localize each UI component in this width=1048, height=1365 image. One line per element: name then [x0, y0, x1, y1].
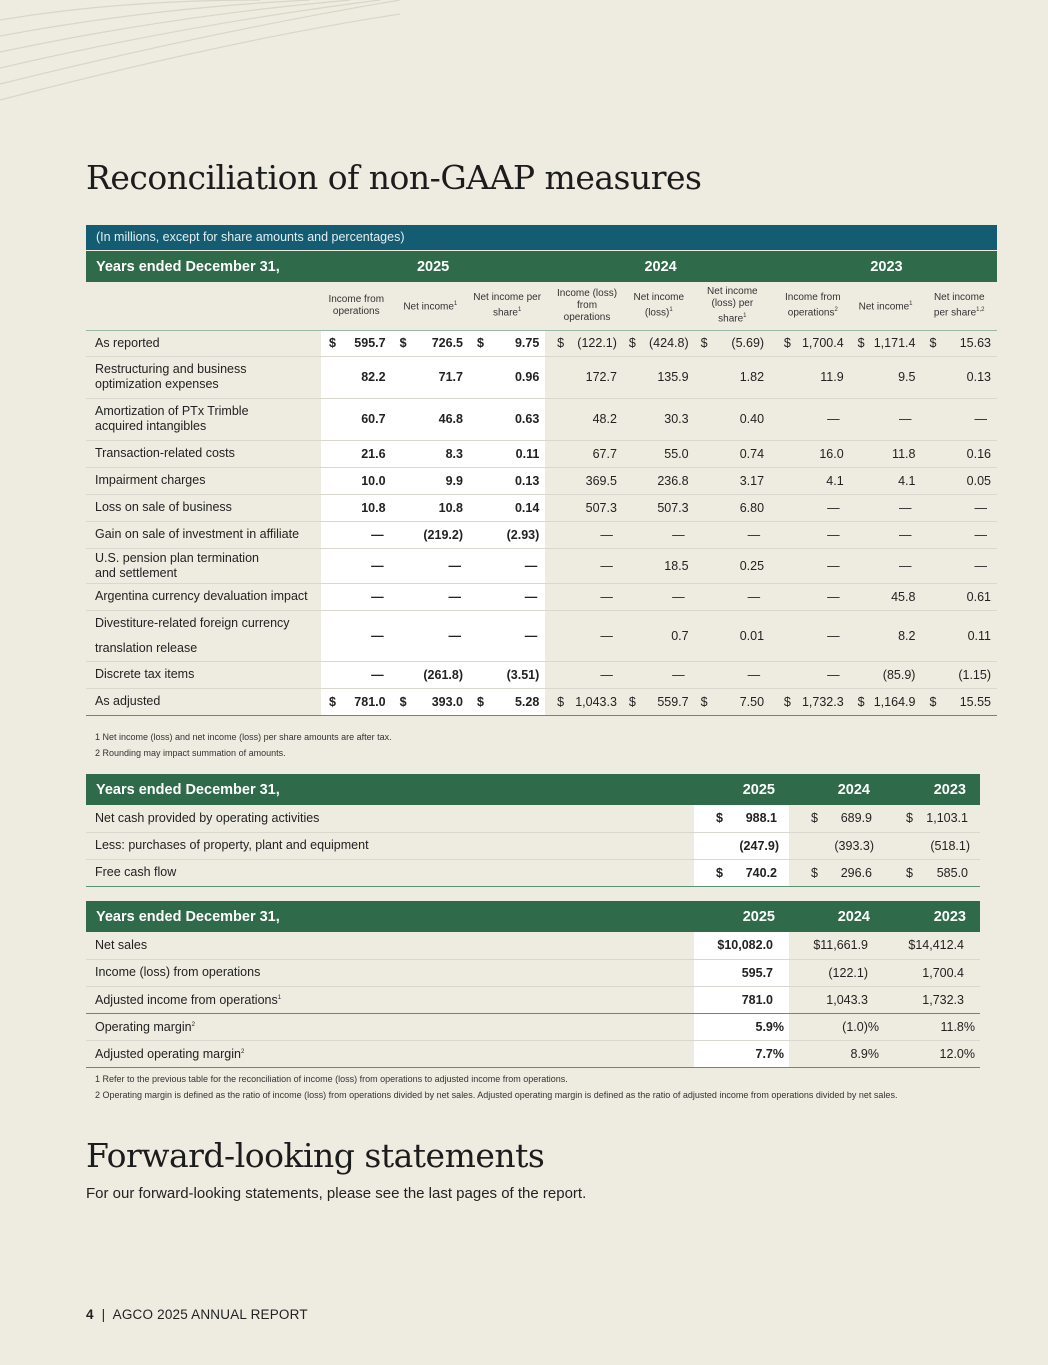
cell-value: 11.8%	[884, 1013, 980, 1040]
cell-value: —	[321, 521, 392, 548]
cell-value: 1,700.4	[884, 959, 980, 986]
cell-value: —	[321, 583, 392, 610]
cell-value: 46.8	[392, 398, 469, 440]
cell-value: 71.7	[392, 356, 469, 398]
cell-value: —	[776, 548, 850, 583]
cell-value: 0.74	[695, 440, 770, 467]
cell-value: —	[551, 548, 623, 583]
cell-value: 8.2	[850, 610, 922, 661]
cell-value: 0.14	[469, 494, 545, 521]
cell-value: 10.8	[321, 494, 392, 521]
cell-value: —	[623, 521, 695, 548]
table-row	[86, 467, 997, 494]
row-label: Restructuring and business optimization expenses	[86, 356, 321, 398]
cell-value: 11.9	[776, 356, 850, 398]
cell-value: 9.9	[392, 467, 469, 494]
page-title: Reconciliation of non-GAAP measures	[86, 158, 702, 197]
cell-value: —	[321, 548, 392, 583]
year-2025: 2025	[742, 781, 775, 798]
table-row	[86, 1013, 980, 1040]
cell-value: $ 9.75	[469, 330, 545, 356]
cell-value: 1,043.3	[789, 986, 884, 1013]
cell-value: —	[321, 610, 392, 661]
table-row	[86, 661, 997, 688]
row-label: Impairment charges	[86, 467, 321, 494]
cell-value: 595.7	[694, 959, 789, 986]
cell-value: (85.9)	[850, 661, 922, 688]
cell-value: $ 559.7	[623, 688, 695, 715]
row-label: Adjusted income from operations$^1$	[86, 986, 694, 1013]
row-label: As adjusted	[86, 688, 321, 715]
column-header: Net income (loss)$^1$	[623, 282, 695, 330]
cell-value: 507.3	[623, 494, 695, 521]
cell-value: $ 726.5	[392, 330, 469, 356]
cell-value: —	[321, 661, 392, 688]
cell-value: (1.15)	[921, 661, 997, 688]
cell-value: $ 595.7	[321, 330, 392, 356]
cell-value: —	[776, 494, 850, 521]
cell-value: —	[850, 521, 922, 548]
column-header: Income (loss) from operations	[551, 282, 623, 330]
cell-value: 48.2	[551, 398, 623, 440]
cell-value: 0.13	[921, 356, 997, 398]
table-row	[86, 548, 997, 583]
cell-value: —	[551, 521, 623, 548]
cell-value: 55.0	[623, 440, 695, 467]
operating-margin-table	[86, 901, 980, 1068]
table-row	[86, 859, 980, 886]
cell-value: —	[776, 398, 850, 440]
year-2025: 2025	[742, 908, 775, 925]
cell-value: —	[776, 661, 850, 688]
cell-value: —	[695, 521, 770, 548]
row-label: Net sales	[86, 932, 694, 959]
row-label: Net cash provided by operating activities	[86, 805, 694, 832]
cell-value: $ 1,103.1	[884, 805, 980, 832]
row-label: Adjusted operating margin$^2$	[86, 1040, 694, 1067]
cell-value: 11.8	[850, 440, 922, 467]
cell-value: 0.96	[469, 356, 545, 398]
cell-value: (122.1)	[789, 959, 884, 986]
cell-value: 0.61	[921, 583, 997, 610]
table-row	[86, 330, 997, 356]
cell-value: 0.40	[695, 398, 770, 440]
cell-value: —	[695, 583, 770, 610]
cell-value: —	[695, 661, 770, 688]
cell-value: —	[392, 610, 469, 661]
year-2023: 2023	[933, 781, 966, 798]
cell-value: —	[469, 548, 545, 583]
table-row	[86, 583, 997, 610]
table-row	[86, 521, 997, 548]
cell-value: $ (424.8)	[623, 330, 695, 356]
cell-value: 7.7%	[694, 1040, 789, 1067]
row-label: Free cash flow	[86, 859, 694, 886]
row-label: As reported	[86, 330, 321, 356]
table-row	[86, 688, 997, 715]
table-header-row	[86, 901, 980, 932]
footnote-2: 2 Operating margin is defined as the ratio of income (loss) from operations divided by net sales. Adjusted operating margin is defined as the ratio of adjusted income from operations divided by net sales.	[95, 1090, 898, 1100]
cell-value: (219.2)	[392, 521, 469, 548]
cell-value: $ 393.0	[392, 688, 469, 715]
cell-value: 45.8	[850, 583, 922, 610]
cell-value: $ 296.6	[789, 859, 884, 886]
column-header: Net income$^1$	[392, 282, 469, 330]
cell-value: —	[776, 583, 850, 610]
cell-value: —	[551, 661, 623, 688]
cell-value: —	[469, 610, 545, 661]
cell-value: 4.1	[776, 467, 850, 494]
table-row	[86, 494, 997, 521]
cell-value: 4.1	[850, 467, 922, 494]
cell-value: 236.8	[623, 467, 695, 494]
table-header-row	[86, 251, 997, 282]
row-label: U.S. pension plan termination and settlement	[86, 548, 321, 583]
cell-value: $ 988.1	[694, 805, 789, 832]
cell-value: —	[850, 548, 922, 583]
page-number: 4	[86, 1307, 94, 1322]
cell-value: $ 1,171.4	[850, 330, 922, 356]
footnote-1: 1 Net income (loss) and net income (loss) per share amounts are after tax.	[95, 732, 392, 742]
reconciliation-table	[86, 251, 997, 716]
table-header-row	[86, 774, 980, 805]
cell-value: 5.9%	[694, 1013, 789, 1040]
cell-value: 507.3	[551, 494, 623, 521]
header-label: Years ended December 31,	[96, 781, 280, 798]
table-row	[86, 932, 980, 959]
cell-value: 12.0%	[884, 1040, 980, 1067]
cell-value: 67.7	[551, 440, 623, 467]
cell-value: 10.0	[321, 467, 392, 494]
cell-value: 8.9%	[789, 1040, 884, 1067]
cell-value: 135.9	[623, 356, 695, 398]
row-label: Transaction-related costs	[86, 440, 321, 467]
cell-value: 3.17	[695, 467, 770, 494]
forward-looking-text: For our forward-looking statements, please see the last pages of the report.	[86, 1185, 587, 1202]
cell-value: 0.05	[921, 467, 997, 494]
cell-value: 0.16	[921, 440, 997, 467]
cell-value: $ 15.63	[921, 330, 997, 356]
free-cash-flow-table	[86, 774, 980, 887]
cell-value: 9.5	[850, 356, 922, 398]
row-label: Less: purchases of property, plant and equipment	[86, 832, 694, 859]
cell-value: 172.7	[551, 356, 623, 398]
column-header: Net income per share$^{1,2}$	[921, 282, 997, 330]
cell-value: 0.7	[623, 610, 695, 661]
cell-value: $ 1,700.4	[776, 330, 850, 356]
cell-value: 0.13	[469, 467, 545, 494]
cell-value: $ 1,732.3	[776, 688, 850, 715]
cell-value: —	[921, 398, 997, 440]
cell-value: $ (122.1)	[551, 330, 623, 356]
cell-value: 8.3	[392, 440, 469, 467]
table-row	[86, 356, 997, 398]
column-header: Net income$^1$	[850, 282, 922, 330]
row-label: Loss on sale of business	[86, 494, 321, 521]
table-row	[86, 610, 997, 661]
forward-looking-title: Forward-looking statements	[86, 1136, 545, 1175]
cell-value: —	[392, 548, 469, 583]
cell-value: (247.9)	[694, 832, 789, 859]
cell-value: —	[776, 521, 850, 548]
cell-value: 6.80	[695, 494, 770, 521]
cell-value: 30.3	[623, 398, 695, 440]
cell-value: —	[551, 610, 623, 661]
footnote-2: 2 Rounding may impact summation of amounts.	[95, 748, 286, 758]
cell-value: —	[921, 521, 997, 548]
table-row	[86, 959, 980, 986]
cell-value: —	[776, 610, 850, 661]
row-label: Income (loss) from operations	[86, 959, 694, 986]
cell-value: (3.51)	[469, 661, 545, 688]
cell-value: (261.8)	[392, 661, 469, 688]
units-note: (In millions, except for share amounts and percentages)	[86, 225, 997, 250]
cell-value: (2.93)	[469, 521, 545, 548]
year-2025: 2025	[416, 258, 450, 275]
row-label: Argentina currency devaluation impact	[86, 583, 321, 610]
cell-value: (393.3)	[789, 832, 884, 859]
cell-value: —	[469, 583, 545, 610]
table-row	[86, 986, 980, 1013]
row-label: Amortization of PTx Trimble acquired intangibles	[86, 398, 321, 440]
column-header: Income from operations	[321, 282, 392, 330]
column-header-row	[86, 282, 997, 330]
cell-value: $ 15.55	[921, 688, 997, 715]
column-header: Income from operations$^2$	[776, 282, 850, 330]
cell-value: —	[850, 494, 922, 521]
row-label: Divestiture-related foreign currency translation release	[86, 610, 321, 661]
table-row	[86, 832, 980, 859]
cell-value: 0.01	[695, 610, 770, 661]
column-header: Net income per share$^1$	[469, 282, 545, 330]
cell-value: —	[850, 398, 922, 440]
cell-value: $ 5.28	[469, 688, 545, 715]
row-label: Gain on sale of investment in affiliate	[86, 521, 321, 548]
table-row	[86, 398, 997, 440]
page-footer	[86, 1307, 308, 1322]
cell-value: 369.5	[551, 467, 623, 494]
table-row	[86, 805, 980, 832]
cell-value: —	[921, 548, 997, 583]
year-2023: 2023	[870, 258, 903, 275]
cell-value: 0.11	[469, 440, 545, 467]
cell-value: —	[623, 661, 695, 688]
cell-value: —	[392, 583, 469, 610]
cell-value: $ 7.50	[695, 688, 770, 715]
year-2024: 2024	[644, 258, 677, 275]
column-header: Net income (loss) per share$^1$	[695, 282, 770, 330]
cell-value: 82.2	[321, 356, 392, 398]
cell-value: $11,661.9	[789, 932, 884, 959]
cell-value: $ 1,043.3	[551, 688, 623, 715]
report-name: AGCO 2025 ANNUAL REPORT	[112, 1307, 308, 1322]
cell-value: $ 740.2	[694, 859, 789, 886]
cell-value: —	[623, 583, 695, 610]
year-2023: 2023	[933, 908, 966, 925]
cell-value: 1,732.3	[884, 986, 980, 1013]
cell-value: 16.0	[776, 440, 850, 467]
header-label: Years ended December 31,	[96, 908, 280, 925]
cell-value: 1.82	[695, 356, 770, 398]
footnote-1: 1 Refer to the previous table for the reconciliation of income (loss) from operations to adjusted income from operations.	[95, 1074, 568, 1084]
footer-separator: |	[101, 1307, 106, 1322]
cell-value: 0.25	[695, 548, 770, 583]
cell-value: $ 689.9	[789, 805, 884, 832]
cell-value: (518.1)	[884, 832, 980, 859]
cell-value: $ 1,164.9	[850, 688, 922, 715]
cell-value: 21.6	[321, 440, 392, 467]
table-row	[86, 1040, 980, 1067]
cell-value: —	[921, 494, 997, 521]
cell-value: —	[551, 583, 623, 610]
row-label: Operating margin$^2$	[86, 1013, 694, 1040]
year-2024: 2024	[837, 908, 870, 925]
cell-value: $10,082.0	[694, 932, 789, 959]
cell-value: 0.63	[469, 398, 545, 440]
cell-value: 10.8	[392, 494, 469, 521]
cell-value: (1.0)%	[789, 1013, 884, 1040]
table-row	[86, 440, 997, 467]
row-label: Discrete tax items	[86, 661, 321, 688]
year-2024: 2024	[837, 781, 870, 798]
cell-value: 0.11	[921, 610, 997, 661]
header-label: Years ended December 31,	[96, 258, 280, 275]
cell-value: $ 781.0	[321, 688, 392, 715]
cell-value: 60.7	[321, 398, 392, 440]
cell-value: $ 585.0	[884, 859, 980, 886]
cell-value: 18.5	[623, 548, 695, 583]
decorative-curves	[0, 0, 400, 110]
cell-value: 781.0	[694, 986, 789, 1013]
cell-value: $14,412.4	[884, 932, 980, 959]
cell-value: $ (5.69)	[695, 330, 770, 356]
